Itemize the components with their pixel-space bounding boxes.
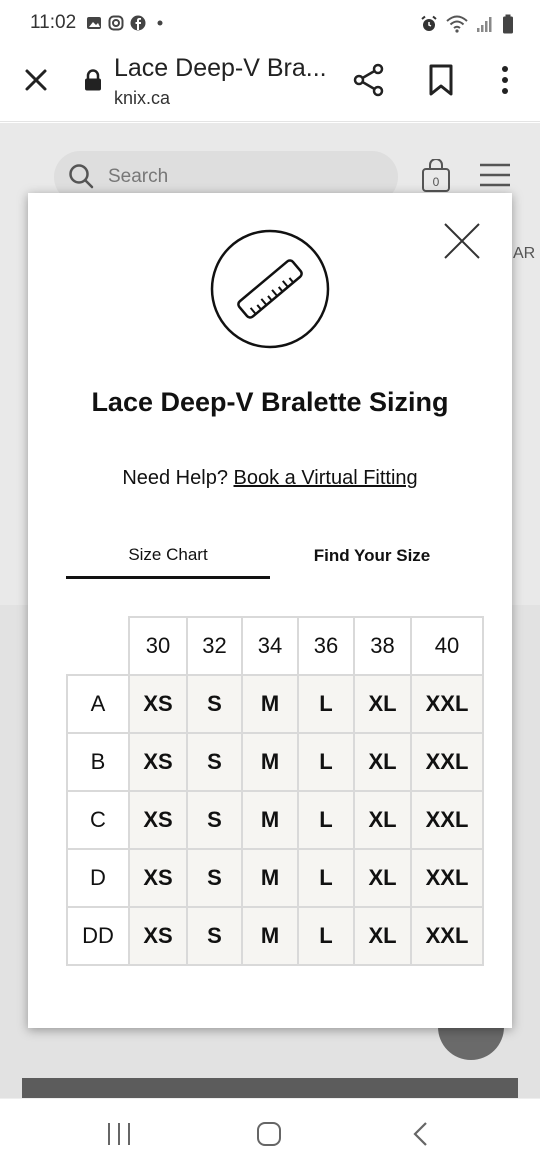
size-cell: XXL	[411, 907, 483, 965]
size-cell: XL	[354, 907, 411, 965]
size-cell: XXL	[411, 675, 483, 733]
cup-size-label: C	[67, 791, 129, 849]
size-tabs	[66, 533, 474, 581]
alarm-icon	[420, 15, 438, 33]
wifi-icon	[446, 15, 468, 33]
close-icon[interactable]	[22, 66, 50, 94]
gallery-icon	[86, 15, 102, 31]
size-chart-table	[66, 616, 484, 966]
table-row	[67, 791, 483, 849]
home-icon[interactable]	[256, 1121, 282, 1147]
lock-icon	[84, 69, 102, 91]
browser-toolbar	[0, 48, 540, 122]
table-row	[67, 849, 483, 907]
size-cell: XXL	[411, 791, 483, 849]
dot-icon	[152, 15, 168, 31]
size-cell: L	[298, 907, 354, 965]
sizing-modal	[28, 193, 512, 1028]
band-size-header: 30	[129, 617, 187, 675]
share-icon[interactable]	[353, 63, 385, 97]
battery-icon	[502, 14, 514, 34]
bookmark-icon[interactable]	[428, 64, 454, 96]
size-cell: L	[298, 849, 354, 907]
signal-icon	[476, 15, 494, 33]
background-side-text: AR	[513, 245, 536, 262]
size-cell: XS	[129, 733, 187, 791]
size-cell: XL	[354, 733, 411, 791]
band-size-header: 32	[187, 617, 242, 675]
table-header-row	[67, 617, 483, 675]
band-size-header: 40	[411, 617, 483, 675]
table-corner	[67, 617, 129, 675]
size-cell: L	[298, 675, 354, 733]
cup-size-label: D	[67, 849, 129, 907]
status-bar	[0, 0, 540, 48]
close-icon[interactable]	[442, 221, 482, 261]
active-tab-indicator	[66, 576, 270, 579]
size-cell: XL	[354, 791, 411, 849]
size-cell: M	[242, 907, 298, 965]
table-row	[67, 907, 483, 965]
size-cell: S	[187, 733, 242, 791]
size-cell: XS	[129, 675, 187, 733]
size-cell: M	[242, 675, 298, 733]
size-cell: XL	[354, 675, 411, 733]
status-time: 11:02	[30, 12, 77, 33]
band-size-header: 34	[242, 617, 298, 675]
tab-size-chart[interactable]: Size Chart	[128, 545, 208, 564]
cart-count: 0	[432, 175, 440, 189]
size-cell: M	[242, 791, 298, 849]
size-cell: L	[298, 791, 354, 849]
help-line	[28, 467, 512, 490]
table-row	[67, 733, 483, 791]
cup-size-label: A	[67, 675, 129, 733]
size-cell: XS	[129, 849, 187, 907]
page-url[interactable]: knix.ca	[114, 88, 171, 108]
background-bottom-bar	[22, 1078, 518, 1098]
size-cell: XS	[129, 791, 187, 849]
cup-size-label: DD	[67, 907, 129, 965]
ruler-icon	[210, 229, 330, 349]
size-cell: XS	[129, 907, 187, 965]
size-cell: XXL	[411, 849, 483, 907]
band-size-header: 38	[354, 617, 411, 675]
system-nav-bar	[0, 1098, 540, 1170]
book-virtual-fitting-link[interactable]: Book a Virtual Fitting	[233, 467, 418, 489]
size-cell: M	[242, 849, 298, 907]
size-cell: M	[242, 733, 298, 791]
band-size-header: 36	[298, 617, 354, 675]
size-cell: L	[298, 733, 354, 791]
table-row	[67, 675, 483, 733]
back-icon[interactable]	[410, 1121, 432, 1147]
cup-size-label: B	[67, 733, 129, 791]
size-cell: S	[187, 675, 242, 733]
tab-find-your-size[interactable]: Find Your Size	[313, 546, 431, 565]
search-placeholder: Search	[108, 166, 169, 187]
search-icon	[68, 163, 94, 189]
recent-apps-icon[interactable]	[106, 1121, 132, 1147]
more-vert-icon[interactable]	[494, 64, 516, 96]
size-cell: S	[187, 791, 242, 849]
hamburger-menu-icon	[478, 161, 512, 189]
shopping-bag-icon	[420, 159, 452, 193]
modal-title: Lace Deep-V Bralette Sizing	[91, 387, 449, 417]
page-title[interactable]: Lace Deep-V Bra...	[114, 54, 327, 82]
size-cell: S	[187, 907, 242, 965]
help-prefix: Need Help?	[122, 467, 228, 489]
size-cell: S	[187, 849, 242, 907]
size-cell: XL	[354, 849, 411, 907]
facebook-icon	[130, 15, 146, 31]
instagram-icon	[108, 15, 124, 31]
size-cell: XXL	[411, 733, 483, 791]
